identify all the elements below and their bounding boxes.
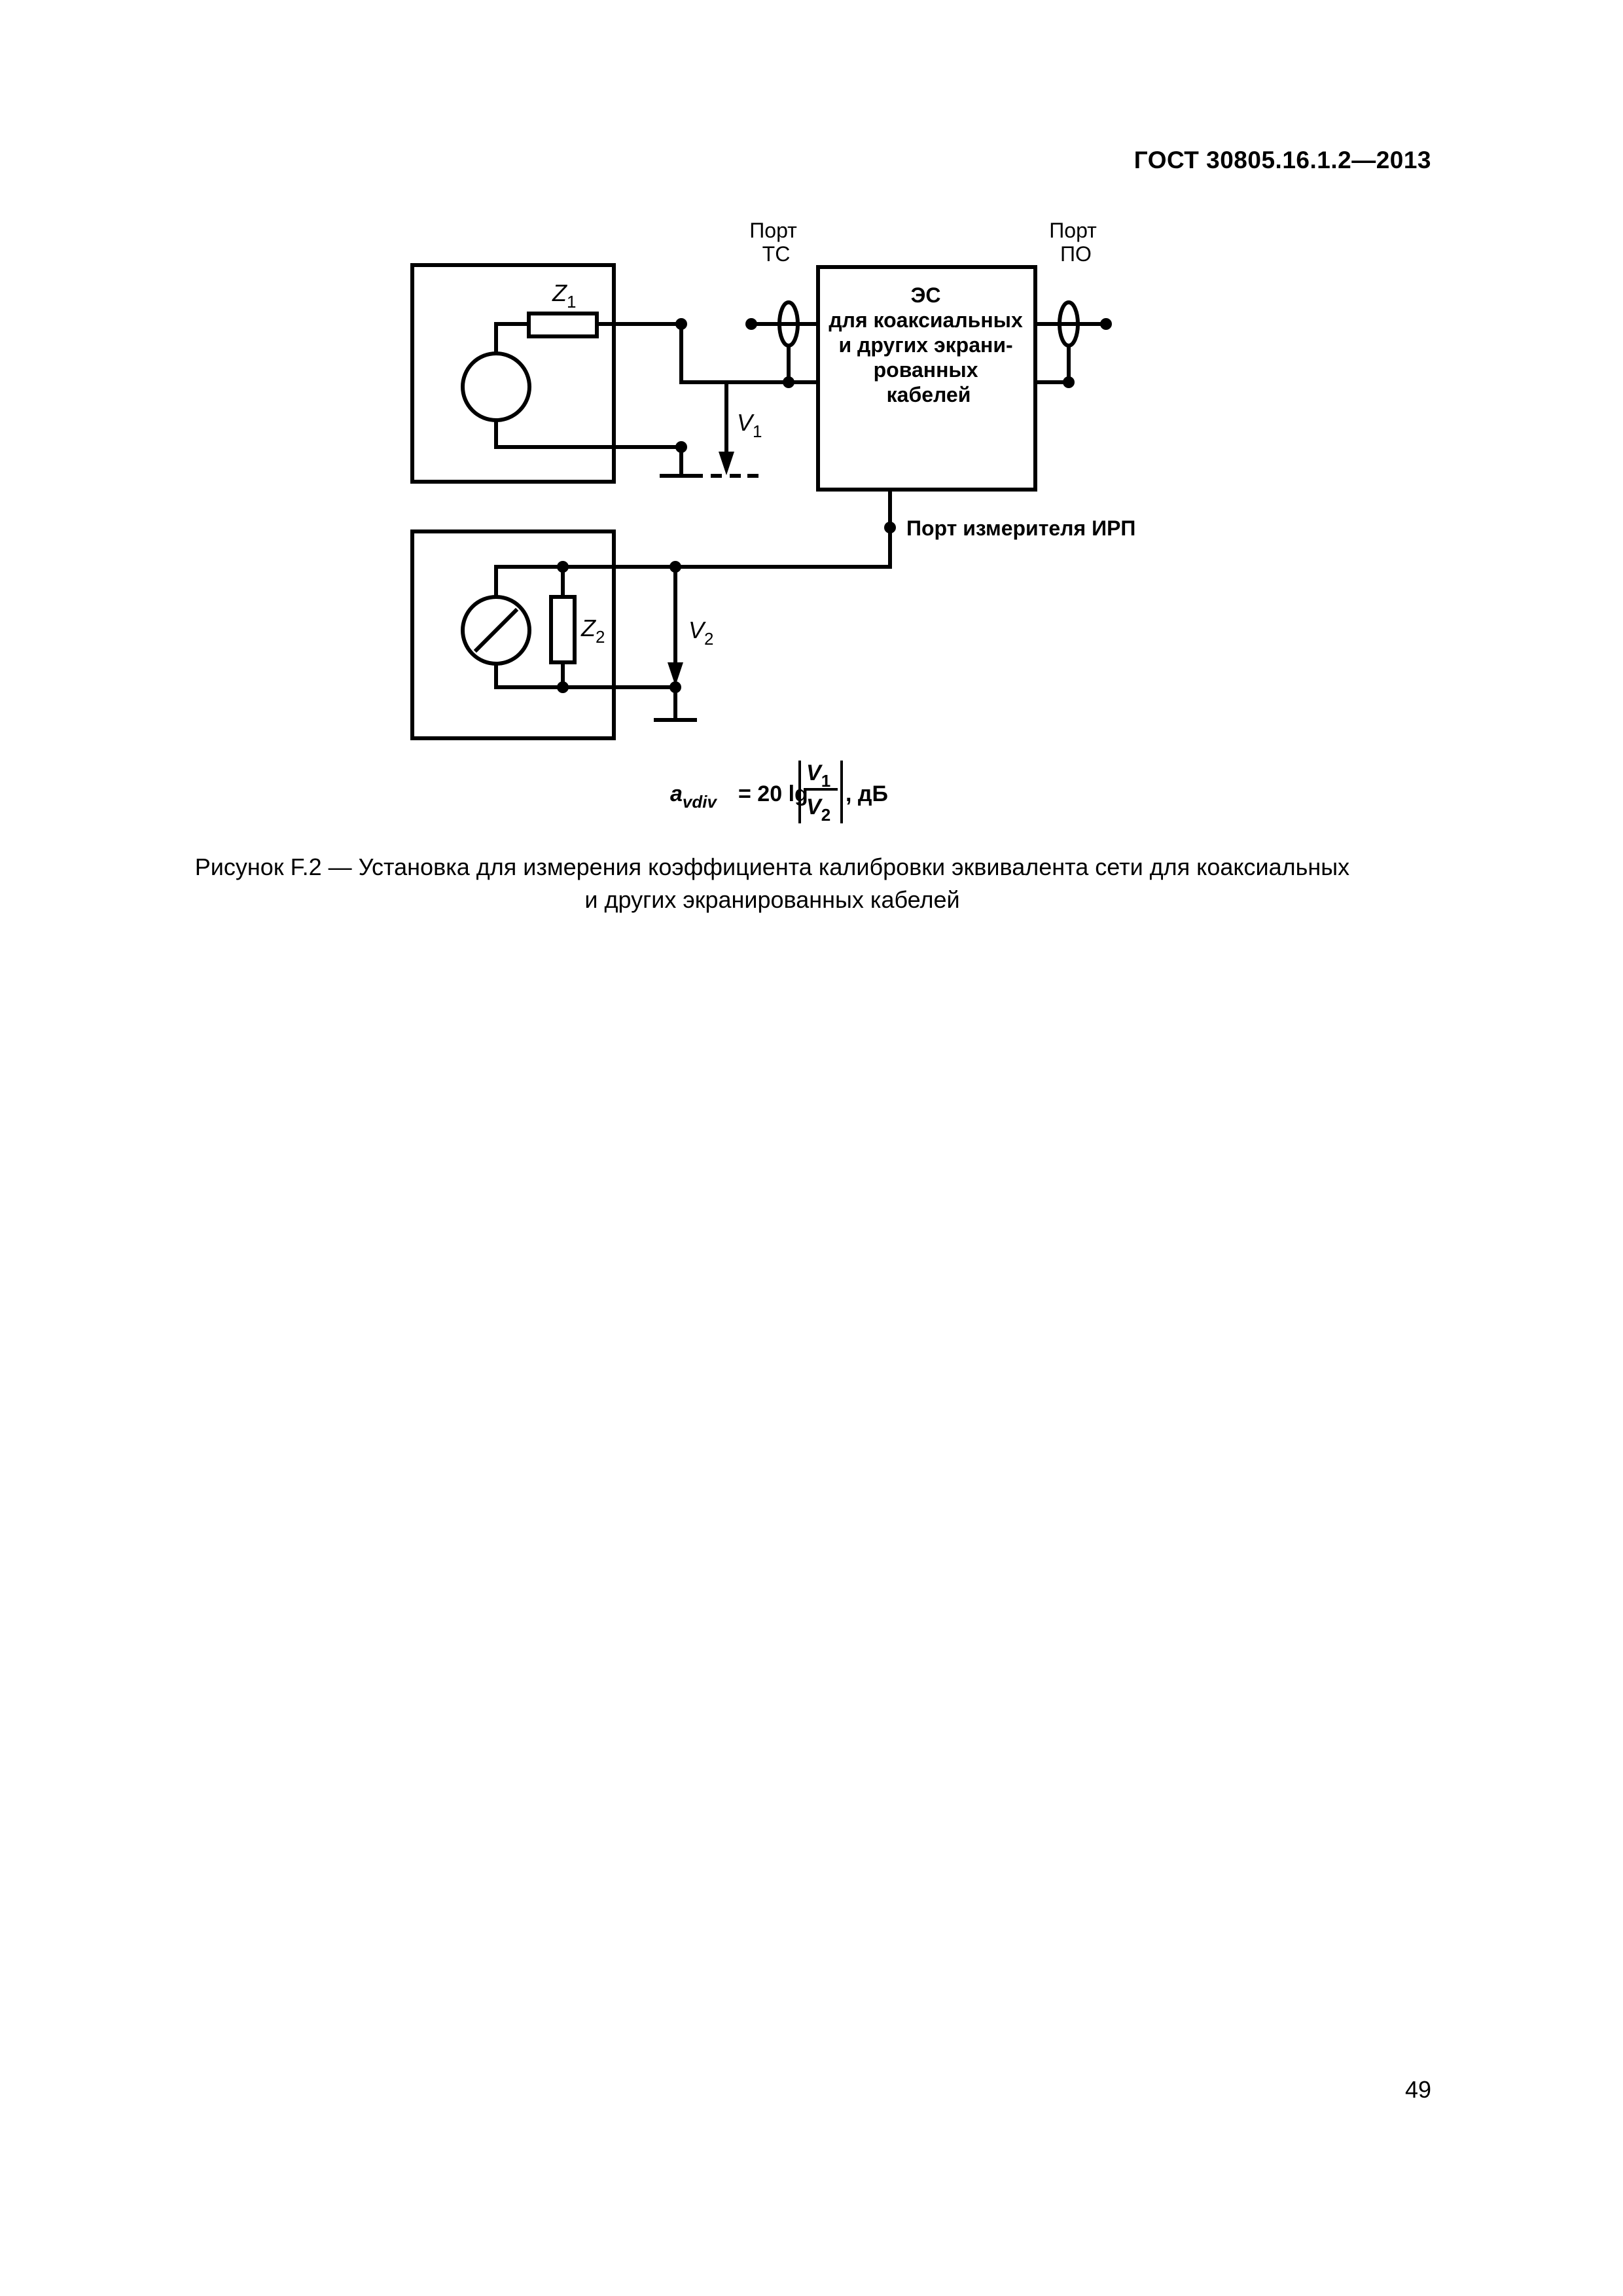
formula-middle: = 20 lg [738,781,808,806]
measurement-setup-diagram [0,0,1623,838]
generator-top-wire [496,324,529,353]
meter-bottom-wire [496,664,675,687]
junction-dot [669,561,681,573]
junction-dot [669,681,681,693]
z2-label: $Z_2$ [581,615,605,647]
junction-dot [884,522,896,533]
formula-numerator: $V_1$ [806,761,831,791]
calibration-formula [670,761,888,825]
v1-arrowhead [719,452,734,475]
generator-enclosure [412,265,614,482]
caption-line-2: и других экранированных кабелей [584,886,960,913]
signal-generator-icon [463,353,529,420]
junction-dot [557,561,569,573]
generator-bottom-wire [496,420,681,447]
impedance-z1-resistor [529,314,597,336]
document-header: ГОСТ 30805.16.1.2—2013 [1133,147,1431,173]
meter-top-wire [496,567,675,597]
junction-dot [675,318,687,330]
formula-denominator: $V_2$ [806,795,831,825]
junction-dot [745,318,757,330]
junction-dot [1063,376,1075,388]
v2-label: $V_2$ [688,617,714,649]
figure-caption [0,851,1544,916]
junction-dot [557,681,569,693]
ae-box-label: ЭС для коаксиальных и других экрани- рованных кабелей [829,283,1023,406]
meter-needle [476,611,516,650]
port-po-label: Порт ПО [1049,219,1097,266]
junction-dot [783,376,794,388]
meter-port-wire [675,490,890,567]
junction-dot [1100,318,1112,330]
port-tc-label: Порт ТС [749,219,797,266]
caption-line-1: Рисунок F.2 — Установка для измерения коэффициента калибровки эквивалента сети для коаксиальных [194,853,1350,880]
meter-port-label: Порт измерителя ИРП [906,516,1136,540]
z1-label: $Z_1$ [552,279,577,312]
formula-lhs: $a_{vdiv}$ [670,781,717,812]
formula-unit: , дБ [846,781,888,806]
v1-label: $V_1$ [737,409,762,441]
page-number: 49 [1404,2076,1431,2103]
junction-dot [675,441,687,453]
impedance-z2-resistor [551,597,575,662]
signal-wire-to-tc [681,324,789,382]
